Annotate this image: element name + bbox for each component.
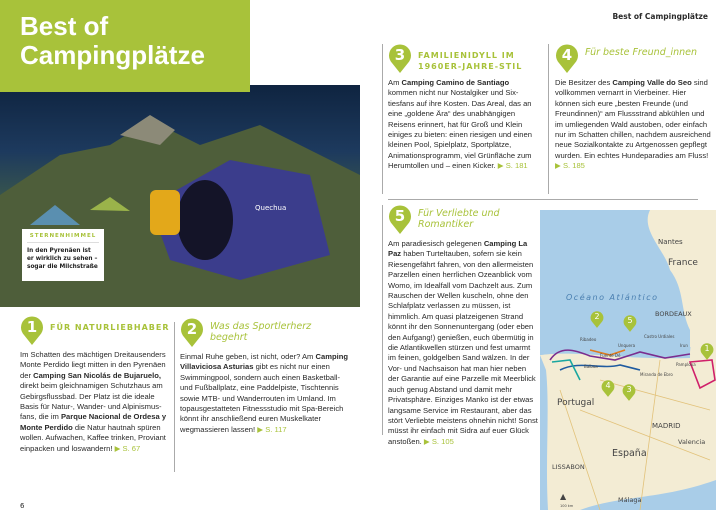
body-text: Am — [388, 78, 402, 87]
camp-name: Camping La Paz — [388, 239, 528, 259]
section-heading: Was das Sportlerherz begehrt — [210, 321, 312, 343]
body-text: direkt beim gleichnamigen Schutzhaus am Gebirgsflussbad. Der Platz ist die ideale Basis für Natur-, Wander- und Alpinismusfans, die im — [20, 381, 163, 422]
body-text: Am paradiesisch gelegenen — [388, 239, 484, 248]
page-reference-link[interactable]: ▶ S. 105 — [423, 436, 454, 446]
tent-brand: Quechua — [255, 204, 287, 212]
number-pin-icon — [555, 44, 579, 74]
map-pin[interactable] — [623, 315, 637, 337]
camp-name: Camping Valle do Seo — [612, 78, 692, 87]
body-text: Im Schatten des mächtigen Dreitausenders Monte Perdido liegt mitten in den Pyrenäen der — [20, 350, 166, 380]
section-3 — [388, 44, 538, 172]
map-label: France — [668, 258, 698, 268]
divider — [548, 44, 549, 194]
body-text: sind vollkommen vernarrt in Vierbeiner. Hier können sich eure „besten Freunde (und Freundinnen)“ am Flussstrand abkühlen und im umliegenden Wald austoben, oder einfach nur im Schatten chillen, nachdem ausreichend neue Sozialkontakte zu Artgenossen gepflegt wurden. Ein echtes Hundeparadies am Fluss! — [555, 78, 711, 160]
section-body — [180, 352, 350, 435]
map-label: Castro Urdiales — [644, 334, 675, 339]
map-label: Balboa — [584, 364, 598, 369]
page-reference-link[interactable]: ▶ S. 67 — [114, 443, 141, 453]
divider — [388, 199, 698, 200]
map-label: Unquera — [618, 343, 636, 348]
number-pin-icon — [388, 205, 412, 235]
section-body — [388, 78, 538, 172]
map-label: Málaga — [618, 496, 642, 504]
body-text: kommen nicht nur Nostalgiker und Sixtiesfans auf ihre Kosten. Das Areal, das an eine „goldene Ära“ des unabhängigen Reisens erinnert, hat für Groß und Klein einiges zu bieten: einen riesigen und einen kleinen Pool, Spielplatz, Sportplätze, Animationsprogramm, viel Grünfläche zum Herumtollen und – einen Kicker. — [388, 88, 532, 171]
map-label: BORDEAUX — [655, 310, 692, 318]
map-label: MADRID — [652, 422, 681, 430]
camp-name: Camping Camino de Santiago — [401, 78, 510, 87]
map-pin[interactable] — [590, 311, 604, 333]
number-pin-icon — [20, 316, 44, 346]
map-label: Portugal — [557, 398, 595, 408]
map-pin[interactable] — [601, 380, 615, 402]
section-4 — [555, 44, 712, 172]
page-reference-link[interactable]: ▶ S. 181 — [497, 161, 528, 171]
map — [540, 210, 716, 510]
page-reference-link[interactable]: ▶ S. 185 — [555, 161, 585, 171]
map-label: Nantes — [658, 238, 683, 246]
map-label: LISSABON — [552, 463, 585, 471]
divider — [382, 44, 383, 194]
section-heading: FÜR NATURLIEBHABER — [50, 323, 170, 332]
section-body — [388, 239, 538, 447]
north-arrow-icon: ▲ — [560, 492, 567, 501]
map-pin-number: 3 — [626, 385, 632, 394]
section-heading: Für beste Freund_innen — [585, 47, 698, 58]
photo-caption — [22, 229, 104, 281]
number-pin-icon — [180, 318, 204, 348]
map-pin-number: 1 — [704, 344, 710, 353]
map-label: Irun — [680, 343, 688, 348]
section-1 — [20, 316, 172, 454]
map-pin[interactable] — [700, 343, 714, 365]
caption-title: STERNENHIMMEL — [27, 233, 99, 243]
body-text: haben Turteltauben, sofern sie kein Riesengefährt fahren, von den allermeisten Parzellen einen herrlichen Ozeanblick vom Womo, im Idealfall vom Dachzelt aus. Zum Rauschen der Wellen kuscheln, ohne den Schlafplatz verlassen zu müssen, ist himmlich. Am quasi platzeigenen Strand könnt ihr den Sonnenuntergang (oder eben den Aufgang!) genießen, euch übermütig in die Atlantikwellen stürzen und fest umarmt im feinen, goldgelben Sand wälzen. In der Vor- und Nachsaison hat man hier neben der Garantie auf eine Parzelle mit Meerblick auch genug Abstand und damit mehr Privatsphäre. Einziges Manko ist der etwas langsame Service im Restaurant, aber das stört Verliebte meistens ohnehin nicht! Sonst müsst ihr einfach mit Sidra auf euer Glück anstoßen. — [388, 249, 538, 446]
title-line-1: Best of — [20, 11, 109, 41]
section-5 — [388, 205, 538, 447]
map-scale: 100 km — [560, 504, 574, 508]
map-label: Pamplona — [676, 362, 696, 367]
section-number: 4 — [561, 46, 573, 64]
body-text: Die Besitzer des — [555, 78, 613, 87]
divider — [174, 322, 175, 472]
map-pin-number: 4 — [605, 381, 611, 390]
map-label: Valencia — [678, 438, 706, 446]
map-pin-number: 2 — [594, 312, 600, 321]
section-body — [555, 78, 712, 172]
body-text: gibt es nicht nur einen Swimmingpool, sondern auch einen Basketball- und Fußballplatz, eine Paddelpiste, Tischtennis sowie MTB- und Wanderrouten im Umland. Im topausgestatteten Fitnessstudio mit Spa-Bereich könnt ihr anschließend euren Muskelkater wegmassieren lassen! — [180, 362, 344, 434]
page-number: 6 — [20, 502, 25, 510]
section-body — [20, 350, 172, 454]
page-title — [0, 0, 250, 92]
section-2 — [180, 318, 350, 435]
section-heading: Für Verliebte und Romantiker — [418, 208, 500, 230]
section-number: 5 — [394, 207, 406, 225]
section-number: 1 — [26, 318, 38, 336]
section-number: 2 — [186, 320, 198, 338]
title-line-2: Campingplätze — [20, 40, 205, 70]
section-number: 3 — [394, 46, 406, 64]
camp-name: Parque Nacional de Ordesa y Monte Perdido — [20, 412, 167, 432]
camp-name: Camping San Nicolás de Bujaruelo, — [33, 370, 161, 380]
map-label: Océano Atlántico — [566, 293, 659, 302]
number-pin-icon — [388, 44, 412, 74]
body-text: Einmal Ruhe geben, ist nicht, oder? Am — [180, 352, 316, 361]
map-label: España — [612, 448, 647, 459]
body-text: die Natur hautnah spüren wollen. Aufwachen, Kaffee trinken, Proviant einpacken und loswandern! — [20, 422, 166, 453]
map-pin-number: 5 — [627, 316, 633, 325]
section-heading: FAMILIENIDYLL IM 1960ER-JAHRE-STIL — [418, 51, 523, 71]
map-label: Ribadeo — [580, 337, 597, 342]
map-pin[interactable] — [622, 384, 636, 406]
map-label: Fuente Dé — [600, 353, 621, 358]
caption-text: In den Pyrenäen ist er wirklich zu sehen – sogar die Milchstraße — [27, 248, 98, 270]
running-head: Best of Campingplätze — [612, 12, 708, 21]
camp-name: Camping Villaviciosa Asturias — [180, 352, 348, 372]
page-reference-link[interactable]: ▶ S. 117 — [257, 424, 287, 434]
map-label: Miranda de Ebro — [640, 372, 673, 377]
divider — [382, 205, 383, 435]
